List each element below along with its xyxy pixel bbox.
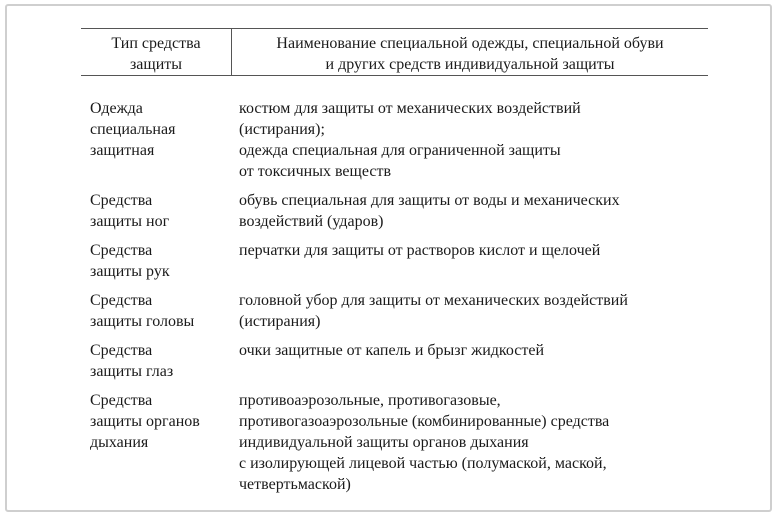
row-item-description: обувь специальная для защиты от воды и механических воздействий (ударов) — [239, 192, 620, 230]
table-row — [81, 290, 708, 332]
table-row — [81, 190, 708, 232]
table-row — [81, 340, 708, 382]
document-frame — [5, 4, 772, 512]
table-row — [81, 390, 708, 495]
header-protection-type: Тип средства защиты — [111, 35, 201, 73]
table-row — [81, 98, 708, 182]
row-protection-type: Средства защиты ног — [90, 192, 170, 230]
row-protection-type: Средства защиты глаз — [90, 342, 174, 380]
table-body — [81, 98, 708, 495]
row-item-description: противоаэрозольные, противогазовые, противогазоаэрозольные (комбинированные) средства индивидуальной защиты органов дыхания с изолирующей лицевой частью (полумаской, маской, четвертьмаской) — [239, 392, 610, 493]
row-protection-type: Средства защиты головы — [90, 292, 195, 330]
table-row — [81, 240, 708, 282]
ppe-table — [81, 28, 708, 503]
row-item-description: костюм для защиты от механических воздействий (истирания); одежда специальная для ограниченной защиты от токсичных веществ — [239, 100, 581, 180]
row-item-description: головной убор для защиты от механических воздействий (истирания) — [239, 292, 628, 330]
row-protection-type: Средства защиты рук — [90, 242, 170, 280]
row-protection-type: Средства защиты органов дыхания — [90, 392, 200, 451]
row-item-description: очки защитные от капель и брызг жидкостей — [239, 342, 545, 359]
header-item-name: Наименование специальной одежды, специальной обуви и других средств индивидуальной защиты — [276, 35, 664, 73]
row-item-description: перчатки для защиты от растворов кислот и щелочей — [239, 242, 601, 259]
table-header — [81, 28, 708, 76]
row-protection-type: Одежда специальная защитная — [90, 100, 176, 159]
